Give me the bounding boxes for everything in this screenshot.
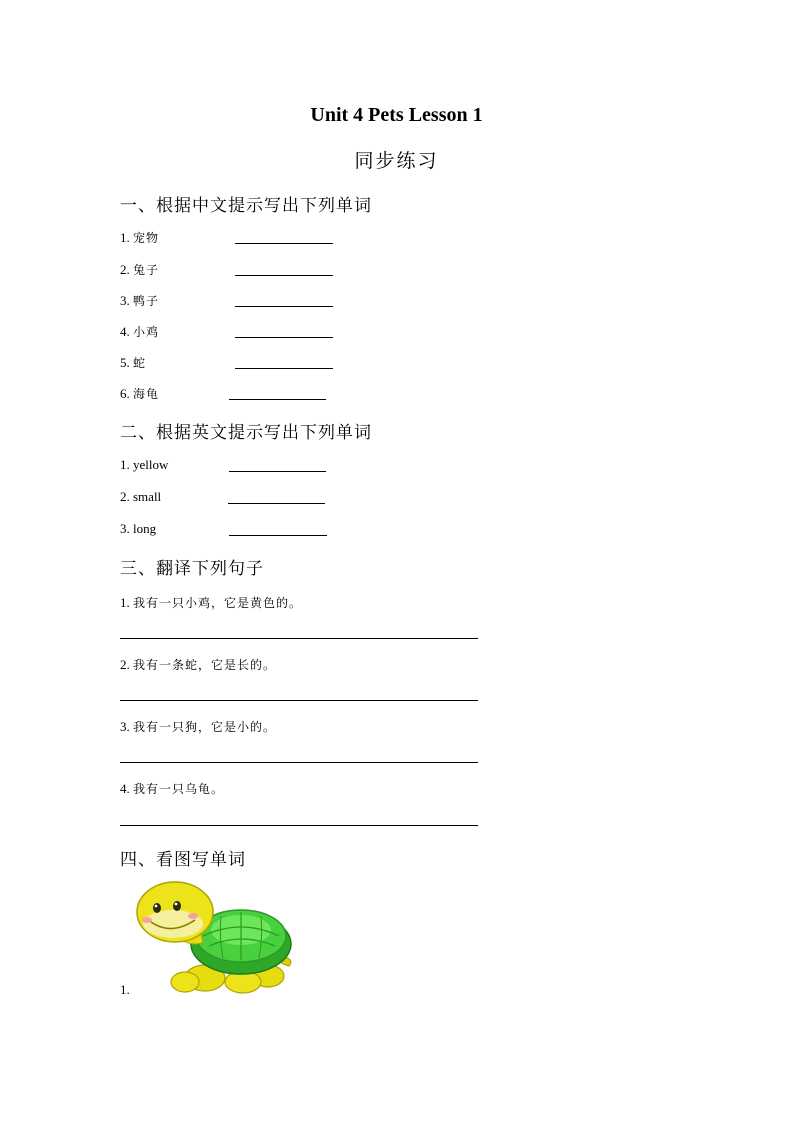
answer-blank[interactable] bbox=[235, 243, 333, 244]
section-heading-3: 三、翻译下列句子 bbox=[120, 559, 264, 579]
answer-blank[interactable] bbox=[235, 275, 333, 276]
item-number: 4. bbox=[120, 324, 130, 339]
item-number: 2. bbox=[120, 489, 130, 504]
list-item bbox=[120, 489, 161, 505]
list-item bbox=[120, 261, 159, 278]
list-item bbox=[120, 457, 168, 473]
turtle-icon bbox=[133, 878, 295, 994]
answer-line[interactable] bbox=[120, 825, 478, 826]
item-number: 2. bbox=[120, 657, 130, 672]
answer-line[interactable] bbox=[120, 762, 478, 763]
item-prompt: yellow bbox=[133, 457, 169, 472]
item-number: 5. bbox=[120, 355, 130, 370]
item-number: 3. bbox=[120, 293, 130, 308]
answer-blank[interactable] bbox=[229, 471, 326, 472]
section-heading-2: 二、根据英文提示写出下列单词 bbox=[120, 423, 372, 443]
page-title: Unit 4 Pets Lesson 1 bbox=[310, 104, 483, 126]
page-subtitle: 同步练习 bbox=[354, 150, 439, 172]
list-item bbox=[120, 229, 159, 246]
item-prompt: 小鸡 bbox=[133, 325, 160, 339]
answer-blank[interactable] bbox=[235, 368, 333, 369]
answer-line[interactable] bbox=[120, 638, 478, 639]
answer-blank[interactable] bbox=[228, 503, 325, 504]
list-item bbox=[120, 354, 146, 371]
answer-blank[interactable] bbox=[235, 306, 333, 307]
item-prompt: 我有一只小鸡，它是黄色的。 bbox=[133, 596, 303, 610]
item-number: 3. bbox=[120, 719, 130, 734]
item-prompt: small bbox=[133, 489, 162, 504]
list-item bbox=[120, 780, 224, 797]
answer-blank[interactable] bbox=[235, 337, 333, 338]
answer-blank[interactable] bbox=[229, 535, 327, 536]
item-number: 1. bbox=[120, 457, 130, 472]
item-prompt: 鸭子 bbox=[133, 294, 160, 308]
item-number: 2. bbox=[120, 262, 130, 277]
item-prompt: 我有一条蛇，它是长的。 bbox=[133, 658, 277, 672]
list-item bbox=[120, 292, 159, 309]
list-item bbox=[120, 594, 302, 611]
section-heading-4: 四、看图写单词 bbox=[120, 850, 246, 870]
item-prompt: 蛇 bbox=[133, 356, 147, 370]
item-prompt: 兔子 bbox=[133, 263, 160, 277]
section-heading-1: 一、根据中文提示写出下列单词 bbox=[120, 196, 372, 216]
item-prompt: 我有一只乌龟。 bbox=[133, 782, 225, 796]
list-item bbox=[120, 656, 276, 673]
list-item bbox=[120, 385, 159, 402]
item-prompt: 我有一只狗，它是小的。 bbox=[133, 720, 277, 734]
item-prompt: 宠物 bbox=[133, 231, 160, 245]
item-number: 4. bbox=[120, 781, 130, 796]
item-number: 1. bbox=[120, 982, 130, 997]
list-item bbox=[120, 521, 156, 537]
list-item bbox=[120, 718, 276, 735]
list-item bbox=[120, 323, 159, 340]
answer-blank[interactable] bbox=[229, 399, 326, 400]
item-number: 1. bbox=[120, 595, 130, 610]
item-prompt: 海龟 bbox=[133, 387, 160, 401]
answer-line[interactable] bbox=[120, 700, 478, 701]
item-number: 1. bbox=[120, 230, 130, 245]
item-number: 3. bbox=[120, 521, 130, 536]
item-prompt: long bbox=[133, 521, 157, 536]
item-number: 6. bbox=[120, 386, 130, 401]
